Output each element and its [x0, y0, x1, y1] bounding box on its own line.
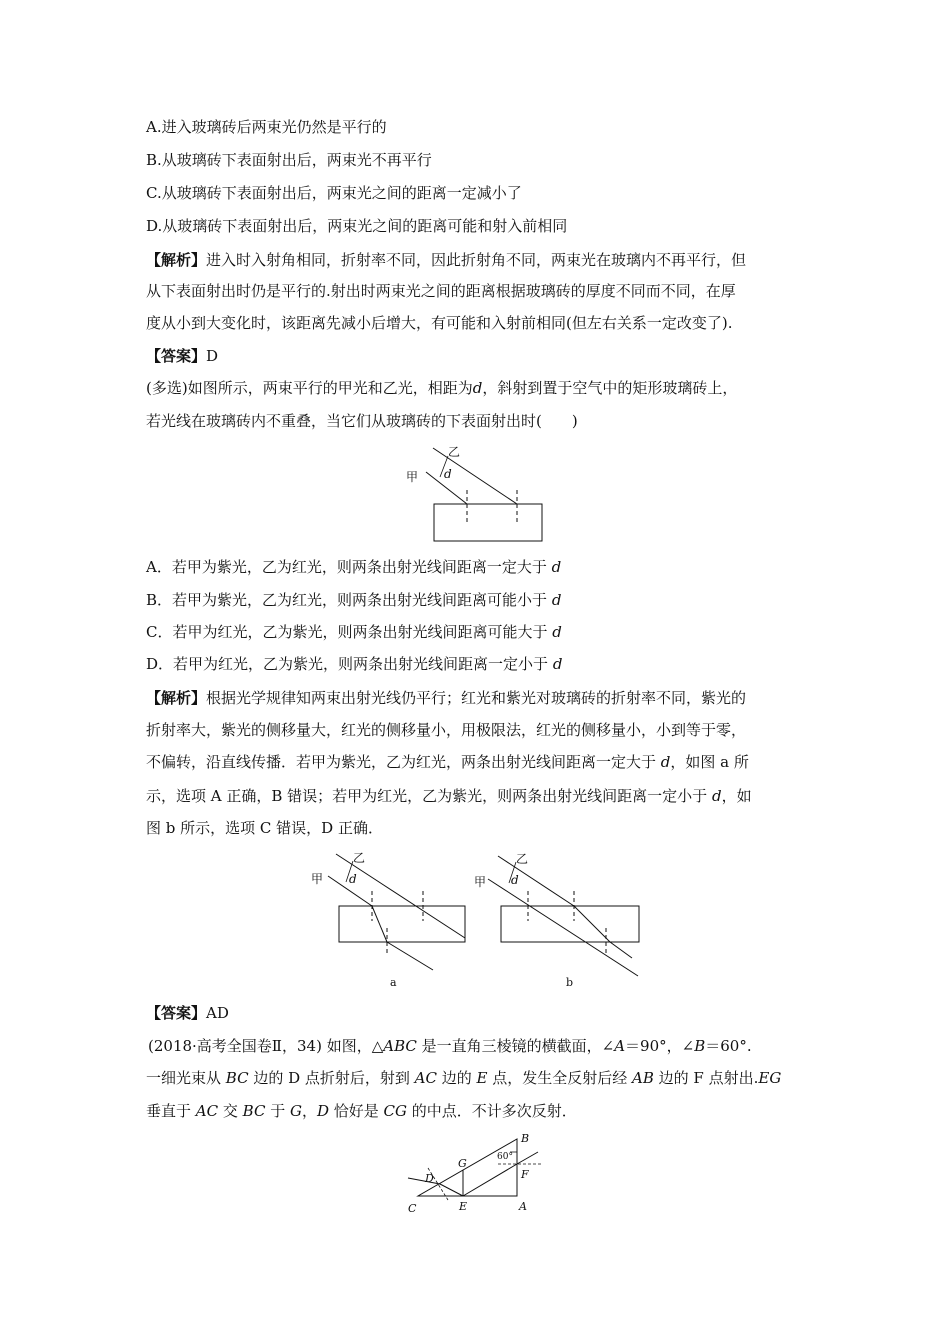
figure-b	[472, 848, 647, 990]
q1-analysis-line-2: 从下表面射出时仍是平行的.射出时两束光之间的距离根据玻璃砖的厚度不同而不同，在厚	[146, 282, 736, 300]
label-yi-b: 乙	[516, 852, 529, 866]
label-A: A	[519, 1200, 527, 1213]
q2-answer: 【答案】AD	[146, 1004, 229, 1022]
caption-a: a	[390, 976, 397, 989]
ray-yi-a	[336, 854, 465, 938]
q1-option-d: D.从玻璃砖下表面射出后，两束光之间的距离可能和射入前相同	[146, 217, 568, 235]
q2-analysis-line-3: 不偏转，沿直线传播．若甲为紫光，乙为红光，两条出射光线间距离一定大于 d，如图 a 所	[146, 753, 749, 771]
q2-option-b: B．若甲为紫光，乙为红光，则两条出射光线间距离可能小于 d	[146, 591, 562, 609]
q2-analysis-line-4: 示，选项 A 正确，B 错误；若甲为红光，乙为紫光，则两条出射光线间距离一定小于 d，如	[146, 787, 752, 805]
label-F: F	[521, 1168, 529, 1181]
refracted-ray	[440, 1184, 463, 1196]
prism-triangle	[418, 1139, 517, 1196]
q1-analysis-line-1: 【解析】进入时入射角相同，折射率不同，因此折射角不同，两束光在玻璃内不再平行，但	[146, 251, 747, 269]
q2-analysis-line-2: 折射率大，紫光的侧移量大，红光的侧移量小，用极限法，红光的侧移量小，小到等于零，	[146, 721, 747, 739]
label-jia: 甲	[406, 470, 419, 484]
q2-option-a: A．若甲为紫光，乙为红光，则两条出射光线间距离一定大于 d	[146, 558, 562, 576]
q2-option-c: C．若甲为红光，乙为紫光，则两条出射光线间距离可能大于 d	[146, 623, 562, 641]
q3-prism-figure	[400, 1128, 550, 1218]
ray-yi-b-glass	[574, 906, 610, 942]
label-d-a: d	[349, 872, 357, 886]
ray-jia-b	[488, 879, 638, 976]
label-60: 60°	[497, 1152, 513, 1162]
q2-stem-line-2: 若光线在玻璃砖内不重叠，当它们从玻璃砖的下表面射出时( )	[146, 412, 578, 430]
ray-jia-a-glass	[372, 906, 387, 942]
label-jia-b: 甲	[474, 875, 487, 889]
label-B: B	[521, 1132, 530, 1145]
q1-analysis-line-3: 度从小到大变化时，该距离先减小后增大，有可能和入射前相同(但左右关系一定改变了).	[146, 314, 733, 332]
q2-figure	[400, 440, 555, 550]
q3-stem-line-3: 垂直于 AC 交 BC 于 G，D 恰好是 CG 的中点．不计多次反射．	[146, 1102, 577, 1120]
q2-stem-line-1: (多选)如图所示，两束平行的甲光和乙光，相距为d，斜射到置于空气中的矩形玻璃砖上，	[146, 379, 738, 397]
label-yi: 乙	[448, 445, 461, 459]
glass-brick-b	[501, 906, 639, 942]
label-jia-a: 甲	[311, 872, 324, 886]
label-D: D	[425, 1172, 434, 1185]
glass-brick	[434, 504, 542, 541]
ray-yi-b-out	[610, 942, 632, 958]
ray-jia-a-out	[387, 942, 433, 970]
answer-label: 【答案】	[146, 1004, 207, 1022]
reflected-ray	[463, 1164, 517, 1196]
q1-option-c: C.从玻璃砖下表面射出后，两束光之间的距离一定减小了	[146, 184, 522, 202]
analysis-label: 【解析】	[146, 251, 207, 269]
label-E: E	[459, 1200, 468, 1213]
caption-b: b	[566, 976, 574, 989]
q1-option-b: B.从玻璃砖下表面射出后，两束光不再平行	[146, 151, 432, 169]
analysis-label: 【解析】	[146, 689, 207, 707]
incident-ray	[408, 1178, 440, 1184]
label-yi-a: 乙	[353, 851, 366, 865]
answer-label: 【答案】	[146, 347, 207, 365]
figure-a	[308, 848, 478, 990]
q1-option-a: A.进入玻璃砖后两束光仍然是平行的	[146, 118, 387, 136]
label-d-b: d	[511, 873, 519, 887]
q2-option-d: D．若甲为红光，乙为紫光，则两条出射光线间距离一定小于 d	[146, 655, 563, 673]
label-G: G	[458, 1157, 467, 1170]
q1-answer: 【答案】D	[146, 347, 219, 365]
label-d: d	[444, 467, 452, 481]
q3-stem-line-1: (2018·高考全国卷Ⅱ，34) 如图，△ABC 是一直角三棱镜的横截面，∠A＝90°，∠B＝60°.	[148, 1037, 752, 1055]
q2-analysis-line-1: 【解析】根据光学规律知两束出射光线仍平行；红光和紫光对玻璃砖的折射率不同，紫光的	[146, 689, 747, 707]
glass-brick-a	[339, 906, 465, 942]
label-C: C	[408, 1202, 417, 1215]
exit-ray	[517, 1152, 538, 1164]
q2-analysis-line-5: 图 b 所示，选项 C 错误，D 正确．	[146, 819, 383, 837]
q3-stem-line-2: 一细光束从 BC 边的 D 点折射后，射到 AC 边的 E 点，发生全反射后经 AB 边的 F 点射出.EG	[146, 1069, 782, 1087]
